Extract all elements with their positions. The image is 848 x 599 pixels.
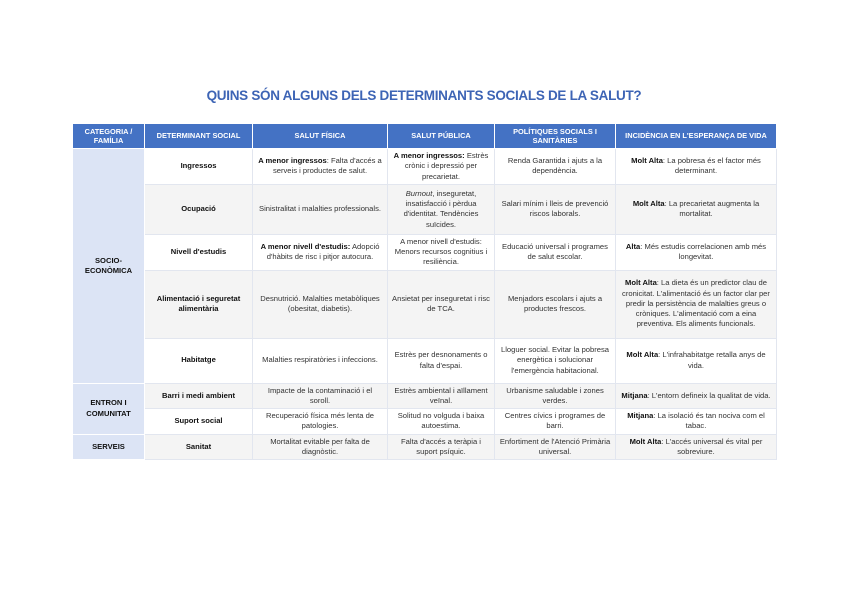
incidencia-cell: Alta: Més estudis correlacionen amb més longevitat.: [616, 234, 777, 270]
table-row: [73, 409, 777, 435]
page-title: QUINS SÓN ALGUNS DELS DETERMINANTS SOCIALS DE LA SALUT?: [206, 88, 642, 103]
table-row: [73, 149, 777, 185]
determinant-cell: Nivell d'estudis: [145, 234, 253, 270]
determinant-cell: Ingressos: [145, 149, 253, 185]
incidencia-cell: Mitjana: La isolació és tan nociva com el tabac.: [616, 409, 777, 435]
header-determinant: DETERMINANT SOCIAL: [145, 124, 253, 149]
politiques-cell: Menjadors escolars i ajuts a productes frescos.: [495, 270, 616, 338]
salut-publica-cell: Falta d'accés a teràpia i suport psíquic.: [388, 434, 495, 460]
category-cell: ENTRON I COMUNITAT: [73, 383, 145, 434]
salut-fisica-cell: A menor nivell d'estudis: Adopció d'hàbits de risc i pitjor autocura.: [253, 234, 388, 270]
salut-publica-cell: A menor nivell d'estudis: Menors recursos cognitius i resiliència.: [388, 234, 495, 270]
table-row: [73, 383, 777, 409]
politiques-cell: Salari mínim i lleis de prevenció riscos laborals.: [495, 184, 616, 234]
salut-fisica-cell: A menor ingressos: Falta d'accés a serveis i productes de salut.: [253, 149, 388, 185]
category-cell: SOCIO-ECONÒMICA: [73, 149, 145, 384]
politiques-cell: Urbanisme saludable i zones verdes.: [495, 383, 616, 409]
incidencia-cell: Mitjana: L'entorn defineix la qualitat de vida.: [616, 383, 777, 409]
salut-fisica-cell: Impacte de la contaminació i el soroll.: [253, 383, 388, 409]
table-row: [73, 434, 777, 460]
table-row: [73, 338, 777, 383]
politiques-cell: Lloguer social. Evitar la pobresa energètica i solucionar l'emergència habitacional.: [495, 338, 616, 383]
determinant-cell: Alimentació i seguretat alimentària: [145, 270, 253, 338]
table-row: [73, 234, 777, 270]
determinant-cell: Sanitat: [145, 434, 253, 460]
table-row: [73, 270, 777, 338]
salut-fisica-cell: Recuperació física més lenta de patologies.: [253, 409, 388, 435]
determinants-table: [72, 123, 777, 460]
header-politiques: POLÍTIQUES SOCIALS I SANITÀRIES: [495, 124, 616, 149]
salut-fisica-cell: Malalties respiratòries i infeccions.: [253, 338, 388, 383]
salut-fisica-cell: Sinistralitat i malalties professionals.: [253, 184, 388, 234]
politiques-cell: Educació universal i programes de salut escolar.: [495, 234, 616, 270]
salut-publica-cell: Estrès per desnonaments o falta d'espai.: [388, 338, 495, 383]
salut-publica-cell: A menor ingressos: Estrès crònic i depressió per precarietat.: [388, 149, 495, 185]
salut-fisica-cell: Mortalitat evitable per falta de diagnòstic.: [253, 434, 388, 460]
salut-publica-cell: Estrès ambiental i aïllament veïnal.: [388, 383, 495, 409]
header-salut-fisica: SALUT FÍSICA: [253, 124, 388, 149]
category-cell: SERVEIS: [73, 434, 145, 460]
determinant-cell: Barri i medi ambient: [145, 383, 253, 409]
salut-publica-cell: Ansietat per inseguretat i risc de TCA.: [388, 270, 495, 338]
header-incidencia: INCIDÈNCIA EN L'ESPERANÇA DE VIDA: [616, 124, 777, 149]
politiques-cell: Enfortiment de l'Atenció Primària universal.: [495, 434, 616, 460]
salut-fisica-cell: Desnutrició. Malalties metabòliques (obesitat, diabetis).: [253, 270, 388, 338]
incidencia-cell: Molt Alta: L'accés universal és vital per sobreviure.: [616, 434, 777, 460]
determinant-cell: Suport social: [145, 409, 253, 435]
incidencia-cell: Molt Alta: L'infrahabitatge retalla anys de vida.: [616, 338, 777, 383]
salut-publica-cell: Burnout, inseguretat, insatisfacció i pèrdua d'identitat. Tendències suïcides.: [388, 184, 495, 234]
incidencia-cell: Molt Alta: La precarietat augmenta la mortalitat.: [616, 184, 777, 234]
incidencia-cell: Molt Alta: La dieta és un predictor clau de cronicitat. L'alimentació és un factor clar per predir la persistència de malalties greus o cròniques. L'alimentació com a eina preventiva. Els aliments funcionals.: [616, 270, 777, 338]
politiques-cell: Centres cívics i programes de barri.: [495, 409, 616, 435]
determinant-cell: Habitatge: [145, 338, 253, 383]
politiques-cell: Renda Garantida i ajuts a la dependència.: [495, 149, 616, 185]
incidencia-cell: Molt Alta: La pobresa és el factor més determinant.: [616, 149, 777, 185]
salut-publica-cell: Solitud no volguda i baixa autoestima.: [388, 409, 495, 435]
header-salut-publica: SALUT PÚBLICA: [388, 124, 495, 149]
header-categoria: CATEGORIA / FAMÍLIA: [73, 124, 145, 149]
determinant-cell: Ocupació: [145, 184, 253, 234]
table-row: [73, 184, 777, 234]
table-header-row: [73, 124, 777, 149]
